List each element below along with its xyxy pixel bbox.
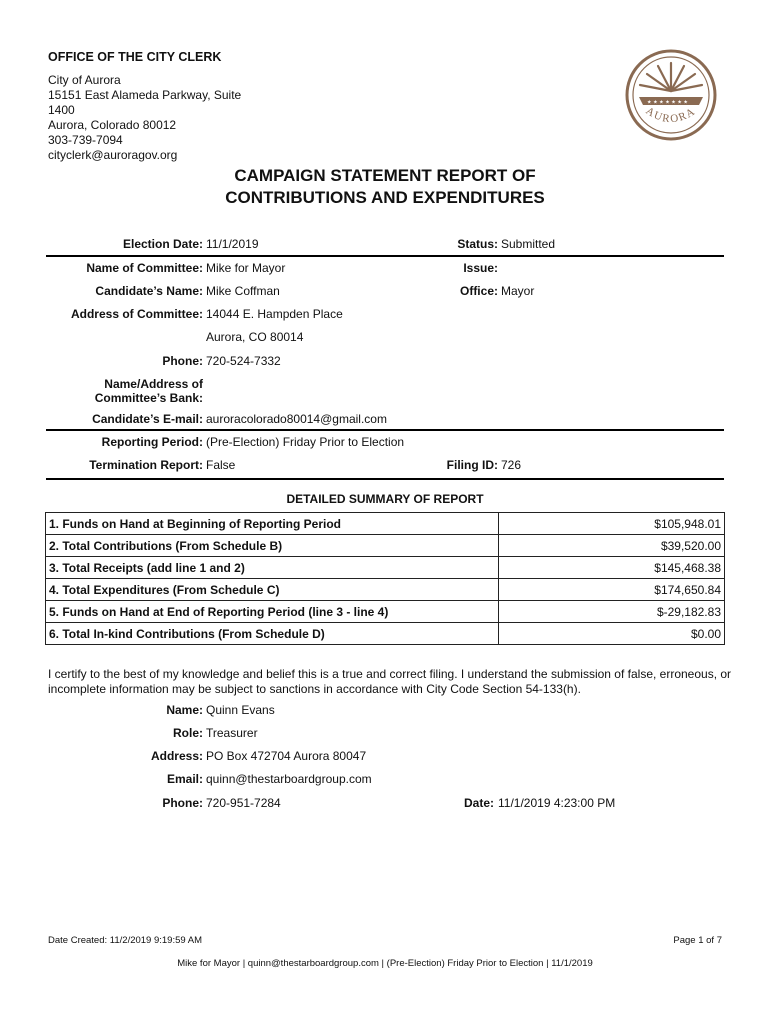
address-line: 1400	[48, 103, 75, 117]
table-row	[46, 535, 725, 557]
table-row	[46, 623, 725, 645]
bank-label: Name/Address of Committee’s Bank:	[94, 377, 203, 405]
signer-phone-value: 720-951-7284	[206, 796, 281, 810]
svg-text:★ ★ ★ ★ ★ ★ ★: ★ ★ ★ ★ ★ ★ ★	[647, 99, 688, 106]
address-line: 303-739-7094	[48, 133, 123, 147]
table-row	[46, 601, 725, 623]
phone-label: Phone:	[162, 354, 203, 368]
divider	[46, 429, 724, 431]
committee-name-label: Name of Committee:	[86, 261, 203, 275]
issue-label: Issue:	[463, 261, 498, 275]
candidate-email-label: Candidate’s E-mail:	[92, 412, 203, 426]
signer-email-label: Email:	[166, 772, 203, 786]
signer-address-label: Address:	[150, 749, 203, 763]
signer-name-value: Quinn Evans	[206, 703, 275, 717]
status-value: Submitted	[501, 237, 556, 251]
summary-desc: 4. Total Expenditures (From Schedule C)	[46, 579, 499, 601]
certification-text: I certify to the best of my knowledge and belief this is a true and correct filing. I understand the submission of false, erroneous, or incomplete information may be subject to sanctions in accordance with City Code Section 54-133(h).	[48, 667, 732, 696]
status-label: Status:	[457, 237, 498, 251]
committee-address-line1: 14044 E. Hampden Place	[206, 307, 343, 321]
divider	[46, 478, 724, 480]
summary-amount: $39,520.00	[499, 535, 725, 557]
page-number: Page 1 of 7	[673, 935, 722, 946]
candidate-name-label: Candidate’s Name:	[95, 284, 203, 298]
table-row	[46, 579, 725, 601]
address-email: cityclerk@auroragov.org	[48, 148, 178, 162]
summary-desc: 3. Total Receipts (add line 1 and 2)	[46, 557, 499, 579]
date-created: Date Created: 11/2/2019 9:19:59 AM	[48, 935, 203, 946]
summary-title: DETAILED SUMMARY OF REPORT	[286, 492, 484, 506]
report-title: CAMPAIGN STATEMENT REPORT OF CONTRIBUTIONS AND EXPENDITURES	[225, 166, 545, 207]
table-row	[46, 513, 725, 535]
summary-amount: $-29,182.83	[499, 601, 725, 623]
address-line: Aurora, Colorado 80012	[48, 118, 177, 132]
termination-value: False	[206, 458, 236, 472]
summary-amount: $174,650.84	[499, 579, 725, 601]
reporting-period-value: (Pre-Election) Friday Prior to Election	[206, 435, 405, 449]
divider	[46, 255, 724, 257]
office-label: Office:	[459, 284, 498, 298]
signer-name-label: Name:	[166, 703, 203, 717]
summary-desc: 1. Funds on Hand at Beginning of Reporting Period	[46, 513, 499, 535]
reporting-period-label: Reporting Period:	[101, 435, 203, 449]
summary-amount: $0.00	[499, 623, 725, 645]
phone-value: 720-524-7332	[206, 354, 281, 368]
termination-label: Termination Report:	[89, 458, 203, 472]
summary-table	[45, 512, 725, 645]
aurora-seal-logo	[625, 49, 717, 141]
address-line: City of Aurora	[48, 73, 121, 87]
committee-address-label: Address of Committee:	[70, 307, 203, 321]
footer-summary: Mike for Mayor | quinn@thestarboardgroup.com | (Pre-Election) Friday Prior to Election | 11/1/2019	[177, 958, 593, 969]
summary-desc: 2. Total Contributions (From Schedule B)	[46, 535, 499, 557]
table-row	[46, 557, 725, 579]
election-date-value: 11/1/2019	[206, 237, 259, 251]
address-line: 15151 East Alameda Parkway, Suite	[48, 88, 242, 102]
signer-address-value: PO Box 472704 Aurora 80047	[206, 749, 367, 763]
signed-date-value: 11/1/2019 4:23:00 PM	[498, 796, 616, 810]
candidate-email-value: auroracolorado80014@gmail.com	[206, 412, 387, 426]
office-value: Mayor	[501, 284, 535, 298]
filing-id-label: Filing ID:	[446, 458, 498, 472]
committee-name-value: Mike for Mayor	[206, 261, 286, 275]
clerk-address	[48, 73, 241, 163]
filing-id-value: 726	[501, 458, 522, 472]
summary-amount: $145,468.38	[499, 557, 725, 579]
office-title: OFFICE OF THE CITY CLERK	[48, 50, 222, 64]
signer-role-label: Role:	[173, 726, 203, 740]
signer-phone-label: Phone:	[162, 796, 203, 810]
candidate-name-value: Mike Coffman	[206, 284, 280, 298]
signer-email-value: quinn@thestarboardgroup.com	[206, 772, 372, 786]
signed-date-label: Date:	[463, 796, 494, 810]
svg-text:AURORA: AURORA	[643, 104, 699, 126]
summary-amount: $105,948.01	[499, 513, 725, 535]
summary-desc: 5. Funds on Hand at End of Reporting Period (line 3 - line 4)	[46, 601, 499, 623]
summary-desc: 6. Total In-kind Contributions (From Schedule D)	[46, 623, 499, 645]
committee-address-line2: Aurora, CO 80014	[206, 330, 304, 344]
election-date-label: Election Date:	[122, 237, 203, 251]
signer-role-value: Treasurer	[206, 726, 258, 740]
